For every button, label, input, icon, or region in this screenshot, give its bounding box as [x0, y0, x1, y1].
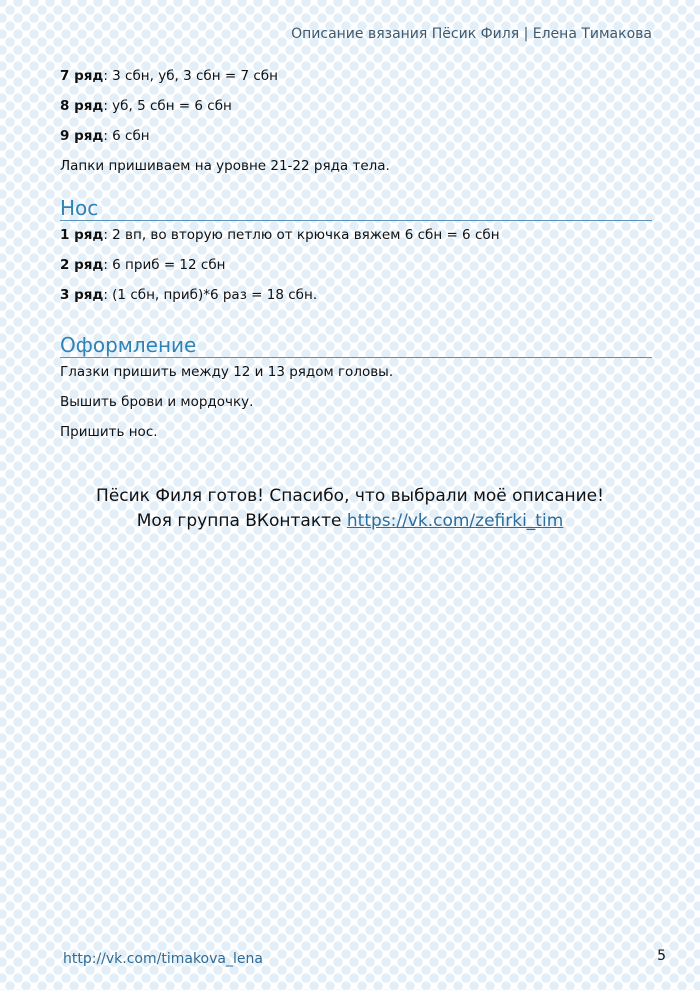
row-9: [60, 126, 652, 146]
row-label: 8 ряд: [60, 98, 104, 114]
paws-note: Лапки пришиваем на уровне 21-22 ряда тела.: [60, 158, 390, 174]
spacer: [60, 315, 652, 333]
page-header: Описание вязания Пёсик Филя | Елена Тимакова: [291, 26, 652, 42]
row-label: 2 ряд: [60, 257, 104, 273]
closing-message: [0, 484, 700, 534]
vk-group-link[interactable]: https://vk.com/zefirki_tim: [346, 511, 564, 531]
row-label: 1 ряд: [60, 227, 104, 243]
row-8: [60, 96, 652, 116]
section-title-nose: Нос: [60, 196, 652, 221]
row-text: : (1 сбн, приб)*6 раз = 18 сбн.: [103, 287, 318, 303]
closing-line-2: [0, 509, 700, 534]
section-title-decoration: Оформление: [60, 333, 652, 358]
row-text: : 6 сбн: [103, 128, 150, 144]
row-text: : 2 вп, во вторую петлю от крючка вяжем 6 сбн = 6 сбн: [103, 227, 500, 243]
main-content: [60, 66, 652, 452]
footer-link[interactable]: http://vk.com/timakova_lena: [63, 951, 263, 967]
row-text: : 3 сбн, уб, 3 сбн = 7 сбн: [103, 68, 278, 84]
nose-row-3: [60, 285, 652, 305]
row-text: : 6 приб = 12 сбн: [103, 257, 226, 273]
closing-group-label: Моя группа ВКонтакте: [136, 511, 347, 531]
decoration-line-3: Пришить нос.: [60, 424, 158, 440]
nose-row-1: [60, 225, 652, 245]
page-number: 5: [657, 948, 666, 964]
decoration-line-1: Глазки пришить между 12 и 13 рядом головы.: [60, 364, 394, 380]
nose-row-2: [60, 255, 652, 275]
closing-line-1: Пёсик Филя готов! Спасибо, что выбрали моё описание!: [96, 486, 604, 506]
row-label: 7 ряд: [60, 68, 104, 84]
decoration-line-2: Вышить брови и мордочку.: [60, 394, 254, 410]
spacer: [60, 186, 652, 196]
row-label: 3 ряд: [60, 287, 104, 303]
row-label: 9 ряд: [60, 128, 104, 144]
row-7: [60, 66, 652, 86]
row-text: : уб, 5 сбн = 6 сбн: [103, 98, 232, 114]
